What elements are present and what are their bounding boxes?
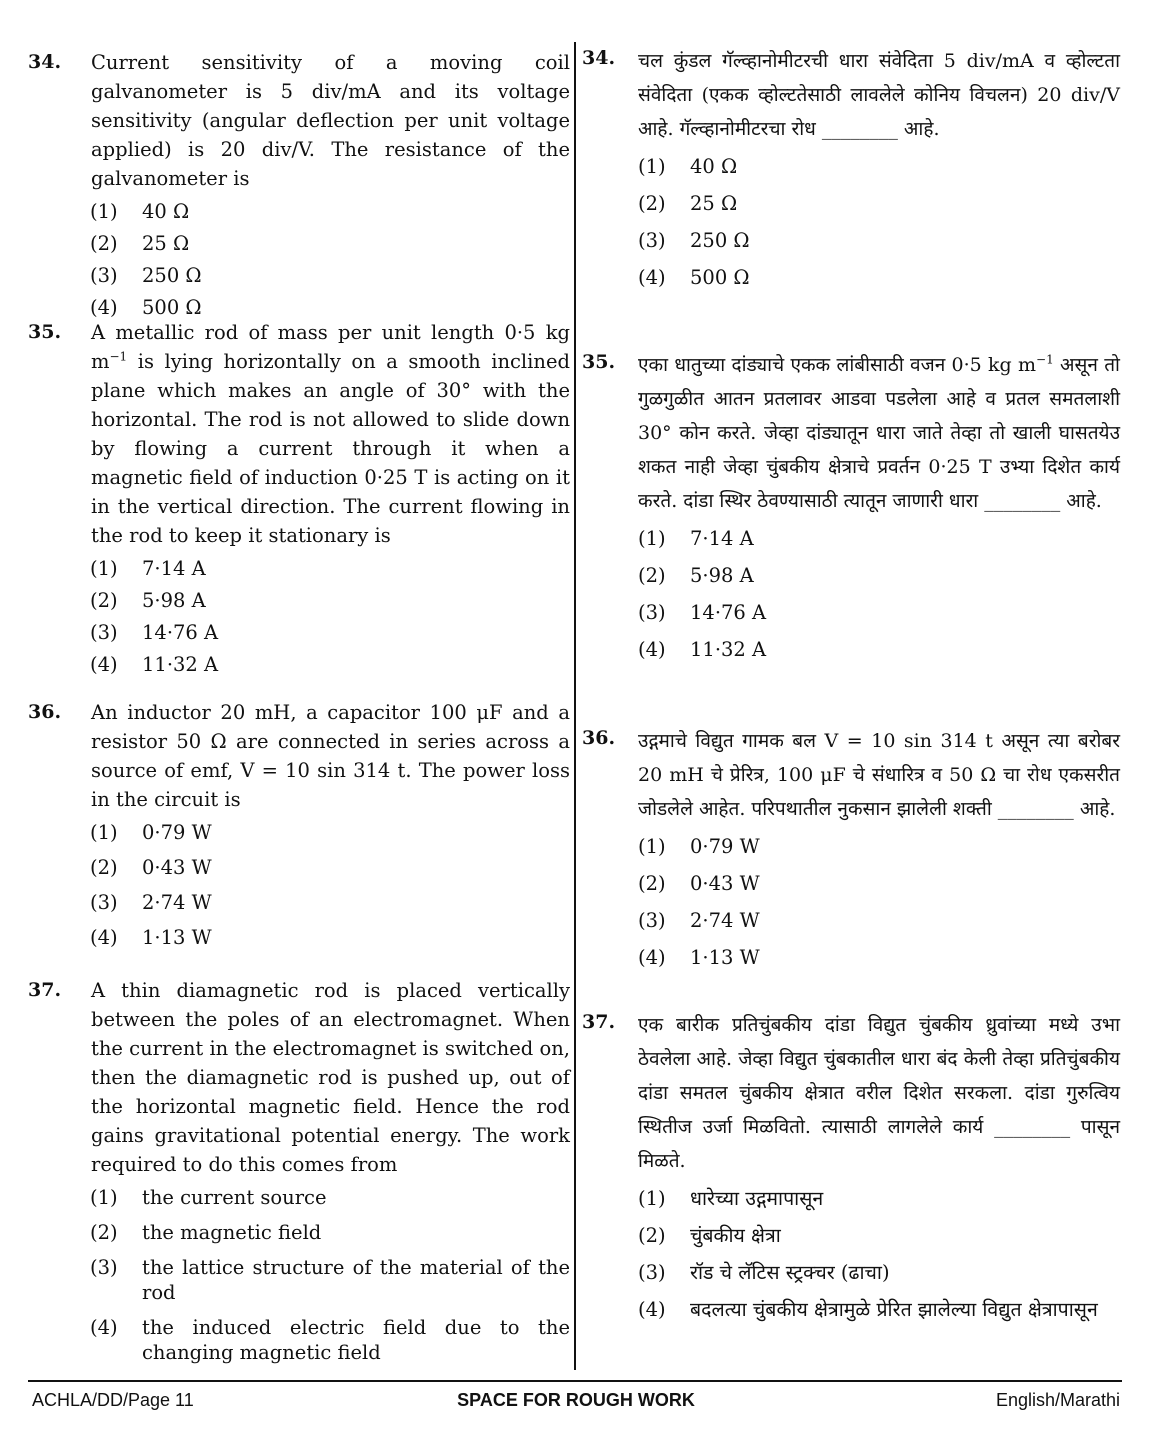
option[interactable]: (1) 40 Ω xyxy=(90,200,190,223)
option[interactable]: (4) 1·13 W xyxy=(90,926,212,949)
question-35-mr xyxy=(582,348,1120,674)
question-text: A thin diamagnetic rod is placed vertically between the poles of an electromagnet. When the current in the electromagnet is switched on, then the diamagnetic rod is pushed up, out of the horizontal magnetic field. Hence the rod gains gravitational potential energy. The work required to do this comes from xyxy=(91,979,570,1176)
option[interactable]: (1) धारेच्या उद्गमापासून xyxy=(638,1187,824,1210)
options-list xyxy=(90,199,570,320)
question-number: 36. xyxy=(28,701,62,723)
question-text: उद्गमाचे विद्युत गामक बल V = 10 sin 314 t असून त्या बरोबर 20 mH चे प्रेरित्र, 100 μF चे संधारित्र व 50 Ω चा रोध एकसरीत जोडलेले आहेत. परिपथातील नुकसान झालेली शक्ती ________ आहे. xyxy=(638,730,1120,820)
question-34-en xyxy=(28,48,570,327)
option[interactable]: (1) 7·14 A xyxy=(638,527,754,550)
option[interactable]: (2) 25 Ω xyxy=(638,192,738,215)
option[interactable]: (3) 250 Ω xyxy=(90,264,202,287)
option[interactable]: (3) 2·74 W xyxy=(638,909,760,932)
option[interactable]: (3) रॉड चे लॅटिस स्ट्रक्चर (ढाचा) xyxy=(638,1261,890,1284)
option[interactable]: (1) 0·79 W xyxy=(90,821,212,844)
question-number: 34. xyxy=(582,47,616,69)
question-text: चल कुंडल गॅल्व्हानोमीटरची धारा संवेदिता 5 div/mA व व्होल्टता संवेदिता (एकक व्होल्टतेसाठी लावलेले कोनिय विचलन) 20 div/V आहे. गॅल्व्हानोमीटरचा रोध ________ आहे. xyxy=(638,50,1120,140)
options-list xyxy=(638,526,1120,662)
option[interactable]: (2) 5·98 A xyxy=(638,564,754,587)
question-36-en xyxy=(28,698,570,960)
option[interactable]: (2) the magnetic field xyxy=(90,1221,322,1244)
options-list xyxy=(90,556,570,677)
question-36-mr xyxy=(582,724,1120,982)
option[interactable]: (3) 14·76 A xyxy=(638,601,767,624)
options-list xyxy=(90,1185,570,1365)
question-number: 37. xyxy=(28,979,62,1001)
option[interactable]: (4) the induced electric field due to the changing magnetic field xyxy=(90,1316,570,1364)
question-text: A metallic rod of mass per unit length 0·5 kg $m^{-1}$ is lying horizontally on a smooth inclined plane which makes an angle of 30° with the horizontal. The rod is not allowed to slide down by flowing a current through it when a magnetic field of induction 0·25 T is acting on it in the vertical direction. The current flowing in the rod to keep it stationary is xyxy=(91,321,570,547)
question-number: 34. xyxy=(28,51,62,73)
option[interactable]: (2) चुंबकीय क्षेत्रा xyxy=(638,1224,781,1247)
language-label: English/Marathi xyxy=(995,1390,1120,1410)
option[interactable]: (4) 1·13 W xyxy=(638,946,760,969)
option[interactable]: (2) 0·43 W xyxy=(90,856,212,879)
option[interactable]: (2) 5·98 A xyxy=(90,589,206,612)
option[interactable]: (3) 14·76 A xyxy=(90,621,219,644)
rough-work-label: SPACE FOR ROUGH WORK xyxy=(457,1390,695,1410)
question-number: 37. xyxy=(582,1011,616,1033)
options-list xyxy=(638,834,1120,970)
question-number: 35. xyxy=(28,321,62,343)
question-37-mr xyxy=(582,1008,1120,1334)
option[interactable]: (4) बदलत्या चुंबकीय क्षेत्रामुळे प्रेरित झालेल्या विद्युत क्षेत्रापासून xyxy=(638,1298,1098,1321)
option[interactable]: (4) 500 Ω xyxy=(638,266,750,289)
option[interactable]: (3) 2·74 W xyxy=(90,891,212,914)
column-divider xyxy=(574,42,576,1370)
options-list xyxy=(90,820,570,950)
question-37-en xyxy=(28,976,570,1375)
page-identifier: ACHLA/DD/Page 11 xyxy=(32,1390,194,1410)
option[interactable]: (1) the current source xyxy=(90,1186,327,1209)
option[interactable]: (1) 40 Ω xyxy=(638,155,738,178)
footer-rule xyxy=(28,1380,1122,1382)
options-list xyxy=(638,1186,1120,1322)
question-number: 36. xyxy=(582,727,616,749)
question-text: An inductor 20 mH, a capacitor 100 μF and a resistor 50 Ω are connected in series across a source of emf, V = 10 sin 314 t. The power loss in the circuit is xyxy=(91,701,570,811)
option[interactable]: (3) 250 Ω xyxy=(638,229,750,252)
option[interactable]: (1) 0·79 W xyxy=(638,835,760,858)
option[interactable]: (2) 0·43 W xyxy=(638,872,760,895)
question-number: 35. xyxy=(582,351,616,373)
option[interactable]: (4) 11·32 A xyxy=(90,653,219,676)
question-text: एका धातुच्या दांड्याचे एकक लांबीसाठी वजन 0·5 kg $m^{-1}$ असून तो गुळगुळीत आतन प्रतलावर आडवा पडलेला आहे व प्रतल समतलाशी 30° कोन करते. जेव्हा दांड्यातून धारा जाते तेव्हा तो खाली घासतयेउ शकत नाही जेव्हा चुंबकीय क्षेत्राचे प्रवर्तन 0·25 T उभ्या दिशेत कार्य करते. दांडा स्थिर ठेवण्यासाठी त्यातून जाणारी धारा ________ आहे. xyxy=(638,352,1120,512)
question-text: एक बारीक प्रतिचुंबकीय दांडा विद्युत चुंबकीय ध्रुवांच्या मध्ये उभा ठेवलेला आहे. जेव्हा विद्युत चुंबकातील धारा बंद केली तेव्हा प्रतिचुंबकीय दांडा समतल चुंबकीय क्षेत्रात वरील दिशेत सरकला. दांडा गुरुत्विय स्थितीज उर्जा मिळवितो. त्यासाठी लागलेले कार्य ________ पासून मिळते. xyxy=(638,1014,1120,1172)
question-35-en xyxy=(28,318,570,684)
question-34-mr xyxy=(582,44,1120,302)
option[interactable]: (1) 7·14 A xyxy=(90,557,206,580)
option[interactable]: (2) 25 Ω xyxy=(90,232,190,255)
option[interactable]: (4) 500 Ω xyxy=(90,296,202,319)
option[interactable]: (4) 11·32 A xyxy=(638,638,767,661)
question-text: Current sensitivity of a moving coil galvanometer is 5 div/mA and its voltage sensitivity (angular deflection per unit voltage applied) is 20 div/V. The resistance of the galvanometer is xyxy=(91,51,570,190)
option[interactable]: (3) the lattice structure of the material of the rod xyxy=(90,1256,570,1304)
options-list xyxy=(638,154,1120,290)
